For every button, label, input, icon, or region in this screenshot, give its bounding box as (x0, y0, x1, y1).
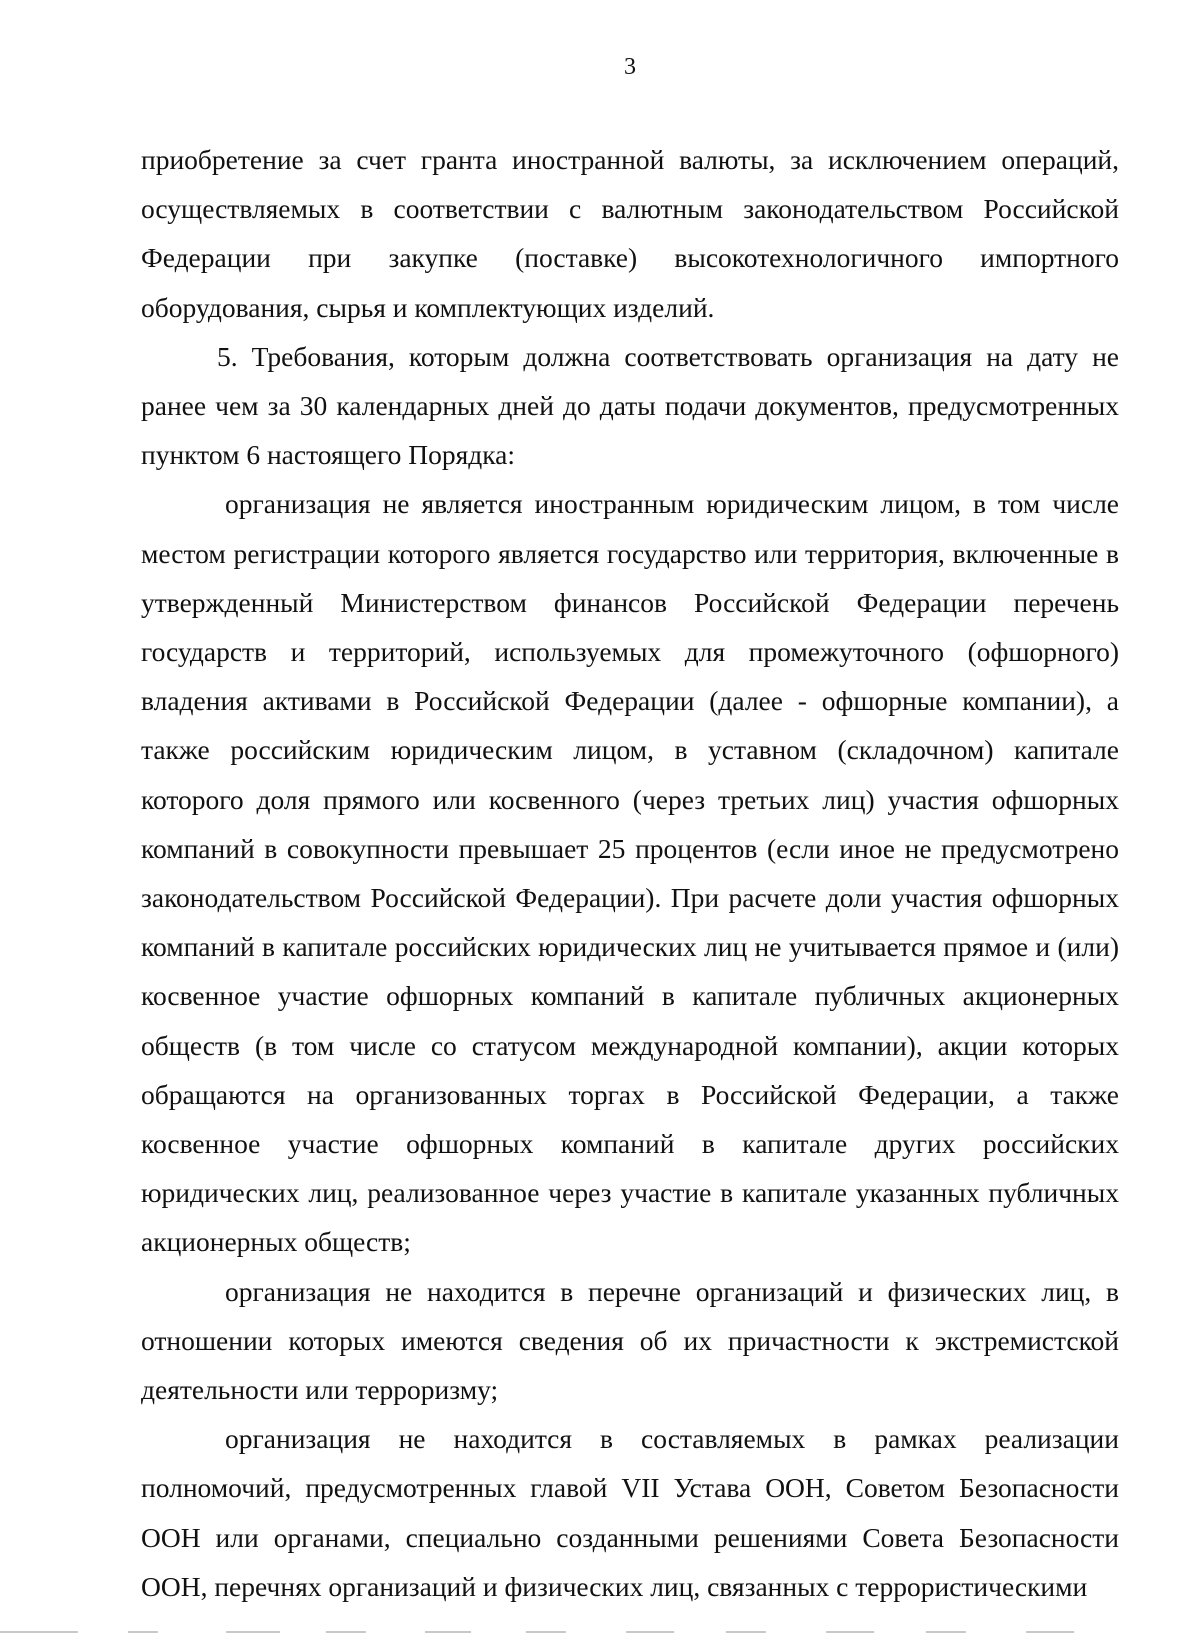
scan-mark (326, 1631, 366, 1633)
scan-mark (726, 1631, 766, 1633)
scan-mark (626, 1631, 674, 1633)
scan-mark (0, 1631, 78, 1633)
document-body (141, 135, 1119, 1611)
scan-mark (526, 1631, 566, 1633)
paragraph-offshore-requirement: организация не является иностранным юридическим лицом, в том числе местом регистрации которого является государство или территория, включенные в утвержденный Министерством финансов Российской Федерации перечень государств и территорий, используемых для промежуточного (офшорного) владения активами в Российской Федерации (далее - офшорные компании), а также российским юридическим лицом, в уставном (складочном) капитале которого доля прямого или косвенного (через третьих лиц) участия офшорных компаний в совокупности превышает 25 процентов (если иное не предусмотрено законодательством Российской Федерации). При расчете доли участия офшорных компаний в капитале российских юридических лиц не учитывается прямое и (или) косвенное участие офшорных компаний в капитале публичных акционерных обществ (в том числе со статусом международной компании), акции которых обращаются на организованных торгах в Российской Федерации, а также косвенное участие офшорных компаний в капитале других российских юридических лиц, реализованное через участие в капитале указанных публичных акционерных обществ; (141, 488, 1119, 1258)
scan-mark (926, 1631, 966, 1633)
paragraph-item-5: 5. Требования, которым должна соответствовать организация на дату не ранее чем за 30 календарных дней до даты подачи документов, предусмотренных пунктом 6 настоящего Порядка: (141, 340, 1119, 471)
scan-edge-marks (0, 1631, 1200, 1637)
scan-mark (425, 1631, 471, 1633)
paragraph-continuation: приобретение за счет гранта иностранной валюты, за исключением операций, осуществляемых в соответствии с валютным законодательством Российской Федерации при закупке (поставке) высокотехнологичного импортного оборудования, сырья и комплектующих изделий. (141, 144, 1119, 323)
scan-mark (128, 1631, 158, 1633)
page-number: 3 (624, 54, 636, 80)
scan-mark (826, 1631, 874, 1633)
paragraph-extremism-requirement: организация не находится в перечне организаций и физических лиц, в отношении которых имеются сведения об их причастности к экстремистской деятельности или терроризму; (141, 1275, 1119, 1406)
paragraph-un-sanctions-requirement: организация не находится в составляемых в рамках реализации полномочий, предусмотренных главой VII Устава ООН, Советом Безопасности ООН или органами, специально созданными решениями Совета Безопасности ООН, перечнях организаций и физических лиц, связанных с террористическими (141, 1423, 1119, 1602)
scan-mark (226, 1631, 280, 1633)
scan-mark (1026, 1631, 1074, 1633)
